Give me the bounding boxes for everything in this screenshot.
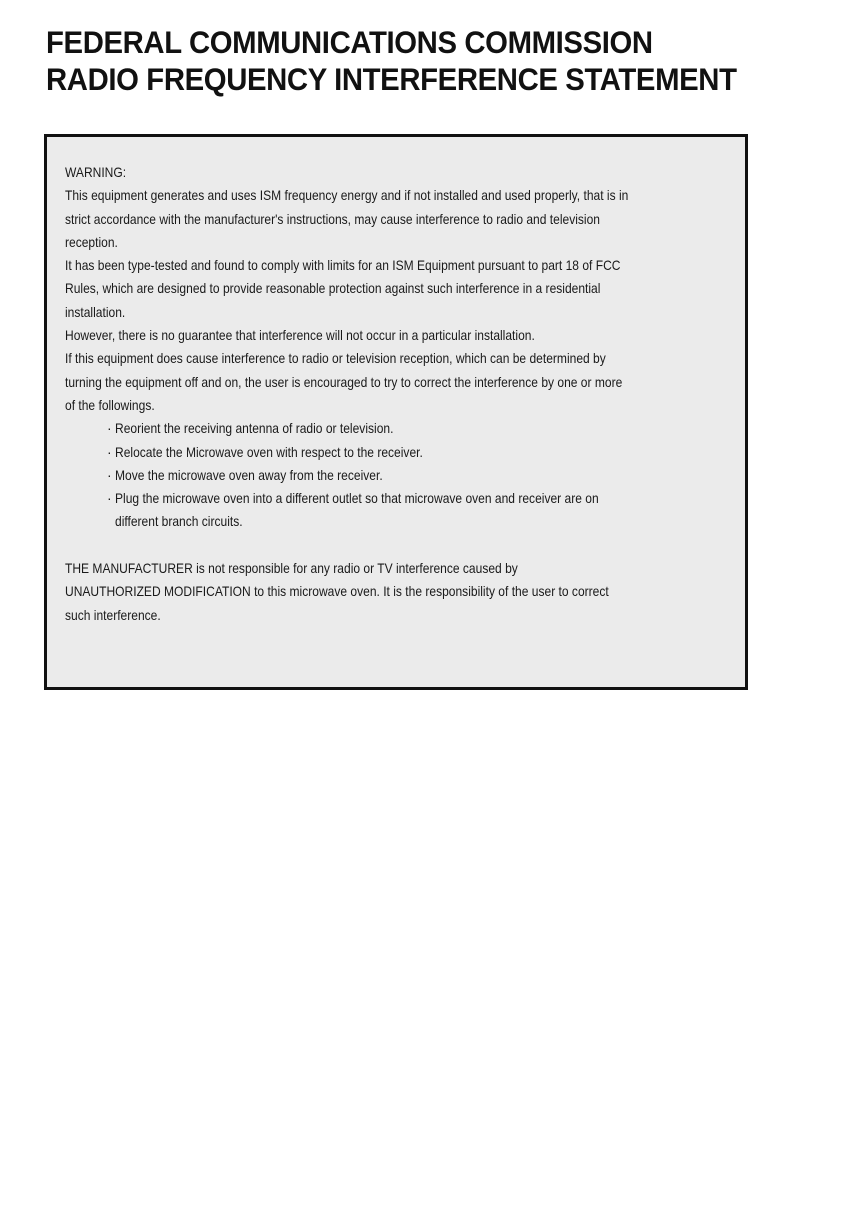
list-item xyxy=(65,487,741,534)
text-line: If this equipment does cause interference to radio or television reception, which can be determined by xyxy=(65,350,606,367)
paragraph-no-guarantee xyxy=(65,324,741,347)
warning-notice-box xyxy=(44,134,748,690)
bullet-dot-icon: · xyxy=(107,490,112,507)
bullet-dot-icon: · xyxy=(107,466,112,483)
document-title xyxy=(46,24,806,98)
list-item-text: Reorient the receiving antenna of radio or television. xyxy=(115,420,394,437)
text-line: installation. xyxy=(65,303,126,320)
text-line: THE MANUFACTURER is not responsible for any radio or TV interference caused by xyxy=(65,560,518,577)
paragraph-type-tested xyxy=(65,254,741,324)
remedy-list xyxy=(65,417,741,533)
text-line: However, there is no guarantee that interference will not occur in a particular installation. xyxy=(65,327,535,344)
list-item xyxy=(65,464,741,487)
paragraph-manufacturer-disclaimer xyxy=(65,557,741,627)
list-item-text: different branch circuits. xyxy=(115,513,243,530)
bullet-dot-icon: · xyxy=(107,443,112,460)
bullet-dot-icon: · xyxy=(107,420,112,437)
text-line: UNAUTHORIZED MODIFICATION to this microwave oven. It is the responsibility of the user to correct xyxy=(65,583,609,600)
warning-notice-content xyxy=(65,161,741,627)
text-line: such interference. xyxy=(65,606,161,623)
list-item-text: Relocate the Microwave oven with respect to the receiver. xyxy=(115,443,423,460)
text-line: This equipment generates and uses ISM frequency energy and if not installed and used properly, that is in xyxy=(65,187,629,204)
text-line: of the followings. xyxy=(65,396,155,413)
warning-label: WARNING: xyxy=(65,164,127,180)
text-line: turning the equipment off and on, the user is encouraged to try to correct the interference by one or more xyxy=(65,373,623,390)
title-line-1: FEDERAL COMMUNICATIONS COMMISSION xyxy=(46,24,653,60)
text-line: reception. xyxy=(65,233,118,250)
paragraph-correct-interference xyxy=(65,347,741,417)
paragraph-ism-energy xyxy=(65,184,741,254)
list-item xyxy=(65,441,741,464)
list-item xyxy=(65,417,741,440)
list-item-text: Plug the microwave oven into a different outlet so that microwave oven and receiver are on xyxy=(115,490,599,507)
text-line: strict accordance with the manufacturer's instructions, may cause interference to radio and television xyxy=(65,210,601,227)
title-line-2: RADIO FREQUENCY INTERFERENCE STATEMENT xyxy=(46,61,737,97)
text-line: It has been type-tested and found to comply with limits for an ISM Equipment pursuant to part 18 of FCC xyxy=(65,257,621,274)
text-line: Rules, which are designed to provide reasonable protection against such interference in a residential xyxy=(65,280,601,297)
list-item-text: Move the microwave oven away from the receiver. xyxy=(115,466,383,483)
paragraph-spacer xyxy=(65,534,741,557)
